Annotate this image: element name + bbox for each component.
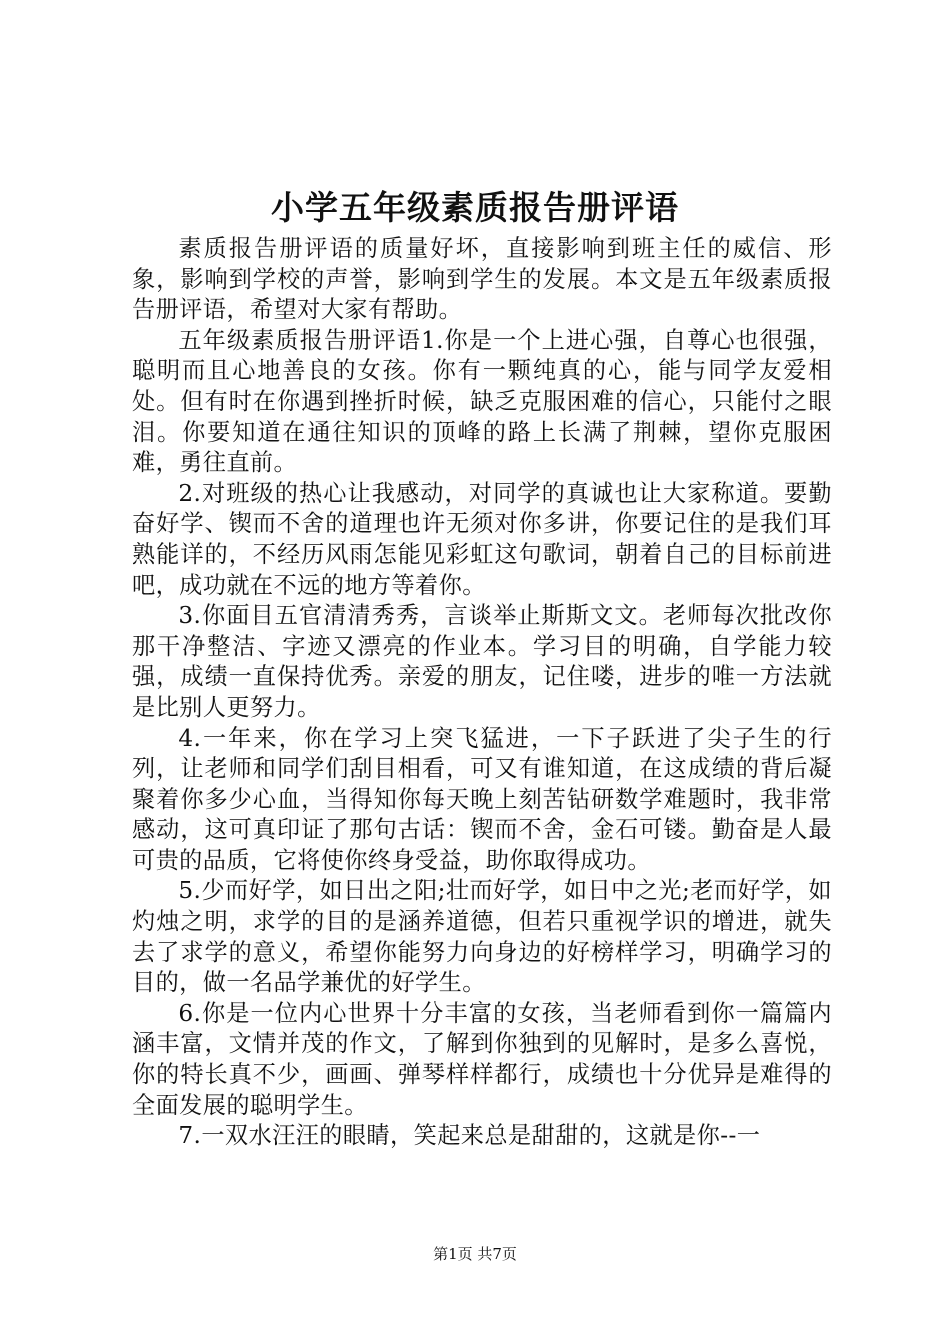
paragraph-intro: 素质报告册评语的质量好坏，直接影响到班主任的威信、形象，影响到学校的声誉，影响到学生的发展。本文是五年级素质报告册评语，希望对大家有帮助。 <box>132 235 832 324</box>
paragraph-comment-3: 3.你面目五官清清秀秀，言谈举止斯斯文文。老师每次批改你那干净整洁、字迹又漂亮的作业本。学习目的明确，自学能力较强，成绩一直保持优秀。亲爱的朋友，记住喽，进步的唯一方法就是比别人更努力。 <box>132 602 832 721</box>
paragraph-comment-7: 7.一双水汪汪的眼睛，笑起来总是甜甜的，这就是你--一 <box>178 1122 761 1150</box>
paragraph-comment-1: 五年级素质报告册评语1.你是一个上进心强，自尊心也很强，聪明而且心地善良的女孩。你有一颗纯真的心，能与同学友爱相处。但有时在你遇到挫折时候，缺乏克服困难的信心，只能付之眼泪。你要知道在通往知识的顶峰的路上长满了荆棘，望你克服困难，勇往直前。 <box>132 326 832 477</box>
document-body <box>132 234 832 1152</box>
paragraph-comment-2: 2.对班级的热心让我感动，对同学的真诚也让大家称道。要勤奋好学、锲而不舍的道理也许无须对你多讲，你要记住的是我们耳熟能详的，不经历风雨怎能见彩虹这句歌词，朝着自己的目标前进吧，成功就在不远的地方等着你。 <box>132 479 832 599</box>
paragraph-comment-4: 4.一年来，你在学习上突飞猛进，一下子跃进了尖子生的行列，让老师和同学们刮目相看，可又有谁知道，在这成绩的背后凝聚着你多少心血，当得知你每天晚上刻苦钻研数学难题时，我非常感动，这可真印证了那句古话：锲而不舍，金石可镂。勤奋是人最可贵的品质，它将使你终身受益，助你取得成功。 <box>132 724 832 874</box>
paragraph-comment-6: 6.你是一位内心世界十分丰富的女孩，当老师看到你一篇篇内涵丰富，文情并茂的作文，了解到你独到的见解时，是多么喜悦，你的特长真不少，画画、弹琴样样都行，成绩也十分优异是难得的全面发展的聪明学生。 <box>132 999 832 1119</box>
page-number-footer: 第1页 共7页 <box>433 1245 517 1263</box>
paragraph-comment-5: 5.少而好学，如日出之阳;壮而好学，如日中之光;老而好学，如灼烛之明，求学的目的是涵养道德，但若只重视学识的增进，就失去了求学的意义，希望你能努力向身边的好榜样学习，明确学习的目的，做一名品学兼优的好学生。 <box>132 877 832 997</box>
page-title: 小学五年级素质报告册评语 <box>271 188 679 227</box>
